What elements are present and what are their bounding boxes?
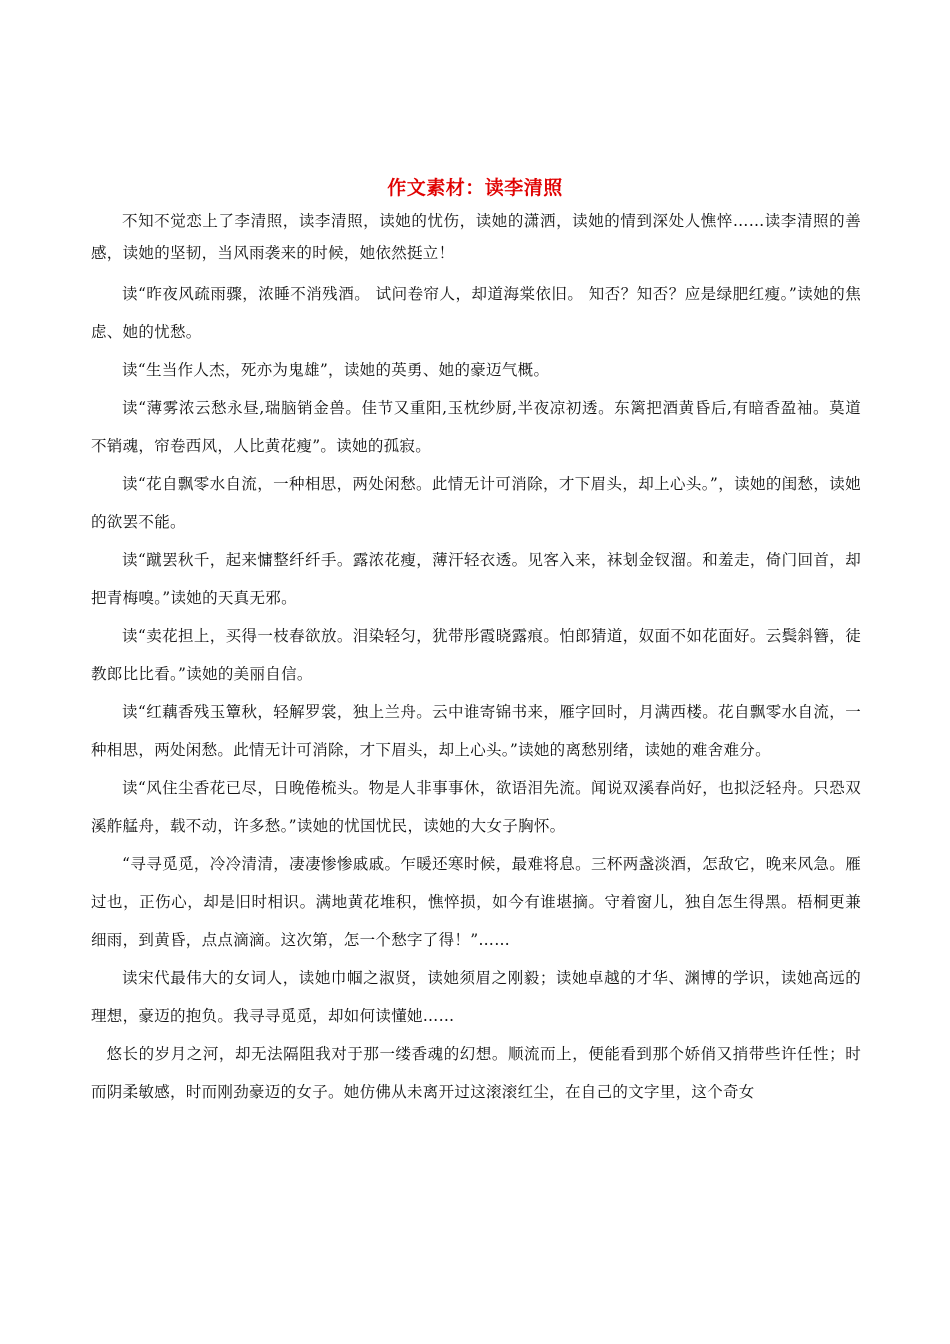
- paragraph-3: 读“生当作人杰，死亦为鬼雄”，读她的英勇、她的豪迈气概。: [122, 361, 550, 379]
- document-title: 作文素材：读李清照: [387, 177, 563, 199]
- document-body: [91, 205, 861, 1111]
- paragraph-5: 读“花自飘零水自流，一种相思，两处闲愁。此情无计可消除，才下眉头，却上心头。”，读她的闺愁，读她的欲罢不能。: [91, 475, 861, 531]
- paragraph-9: 读“风住尘香花已尽，日晚倦梳头。物是人非事事休，欲语泪先流。闻说双溪春尚好，也拟泛轻舟。只恐双溪舴艋舟，载不动，许多愁。”读她的忧国忧民，读她的大女子胸怀。: [91, 779, 861, 835]
- paragraph-10: “寻寻觅觅，冷冷清清，凄凄惨惨戚戚。乍暖还寒时候，最难将息。三杯两盏淡酒，怎敌它，晚来风急。雁过也，正伤心，却是旧时相识。满地黄花堆积，憔悴损，如今有谁堪摘。守着窗儿，独自怎生得黑。梧桐更兼细雨，到黄昏，点点滴滴。这次第，怎一个愁字了得！”……: [91, 855, 861, 949]
- paragraph-4: 读“薄雾浓云愁永昼,瑞脑销金兽。佳节又重阳,玉枕纱厨,半夜凉初透。东篱把酒黄昏后,有暗香盈袖。莫道不销魂，帘卷西风，人比黄花瘦”。读她的孤寂。: [91, 399, 861, 455]
- paragraph-11: 读宋代最伟大的女词人，读她巾帼之淑贤，读她须眉之刚毅；读她卓越的才华、渊博的学识，读她高远的理想，豪迈的抱负。我寻寻觅觅，却如何读懂她……: [91, 969, 861, 1025]
- paragraph-2: 读“昨夜风疏雨骤，浓睡不消残酒。 试问卷帘人，却道海棠依旧。 知否？知否？应是绿肥红瘦。”读她的焦虑、她的忧愁。: [91, 285, 861, 341]
- paragraph-6: 读“蹴罢秋千，起来慵整纤纤手。露浓花瘦，薄汗轻衣透。见客入来，袜刬金钗溜。和羞走，倚门回首，却把青梅嗅。”读她的天真无邪。: [91, 551, 861, 607]
- paragraph-8: 读“红藕香残玉簟秋，轻解罗裳，独上兰舟。云中谁寄锦书来，雁字回时，月满西楼。花自飘零水自流，一种相思，两处闲愁。此情无计可消除，才下眉头，却上心头。”读她的离愁别绪，读她的难舍难分。: [91, 703, 861, 759]
- paragraph-1: 不知不觉恋上了李清照，读李清照，读她的忧伤，读她的潇洒，读她的情到深处人憔悴……读李清照的善感，读她的坚韧，当风雨袭来的时候，她依然挺立！: [91, 212, 861, 262]
- paragraph-7: 读“卖花担上，买得一枝春欲放。泪染轻匀，犹带彤霞晓露痕。怕郎猜道，奴面不如花面好。云鬓斜簪，徒教郎比比看。”读她的美丽自信。: [91, 627, 861, 683]
- paragraph-12: 悠长的岁月之河，却无法隔阻我对于那一缕香魂的幻想。顺流而上，便能看到那个娇俏又捎带些许任性；时而阴柔敏感，时而刚劲豪迈的女子。她仿佛从未离开过这滚滚红尘，在自己的文字里，这个奇女: [91, 1045, 861, 1101]
